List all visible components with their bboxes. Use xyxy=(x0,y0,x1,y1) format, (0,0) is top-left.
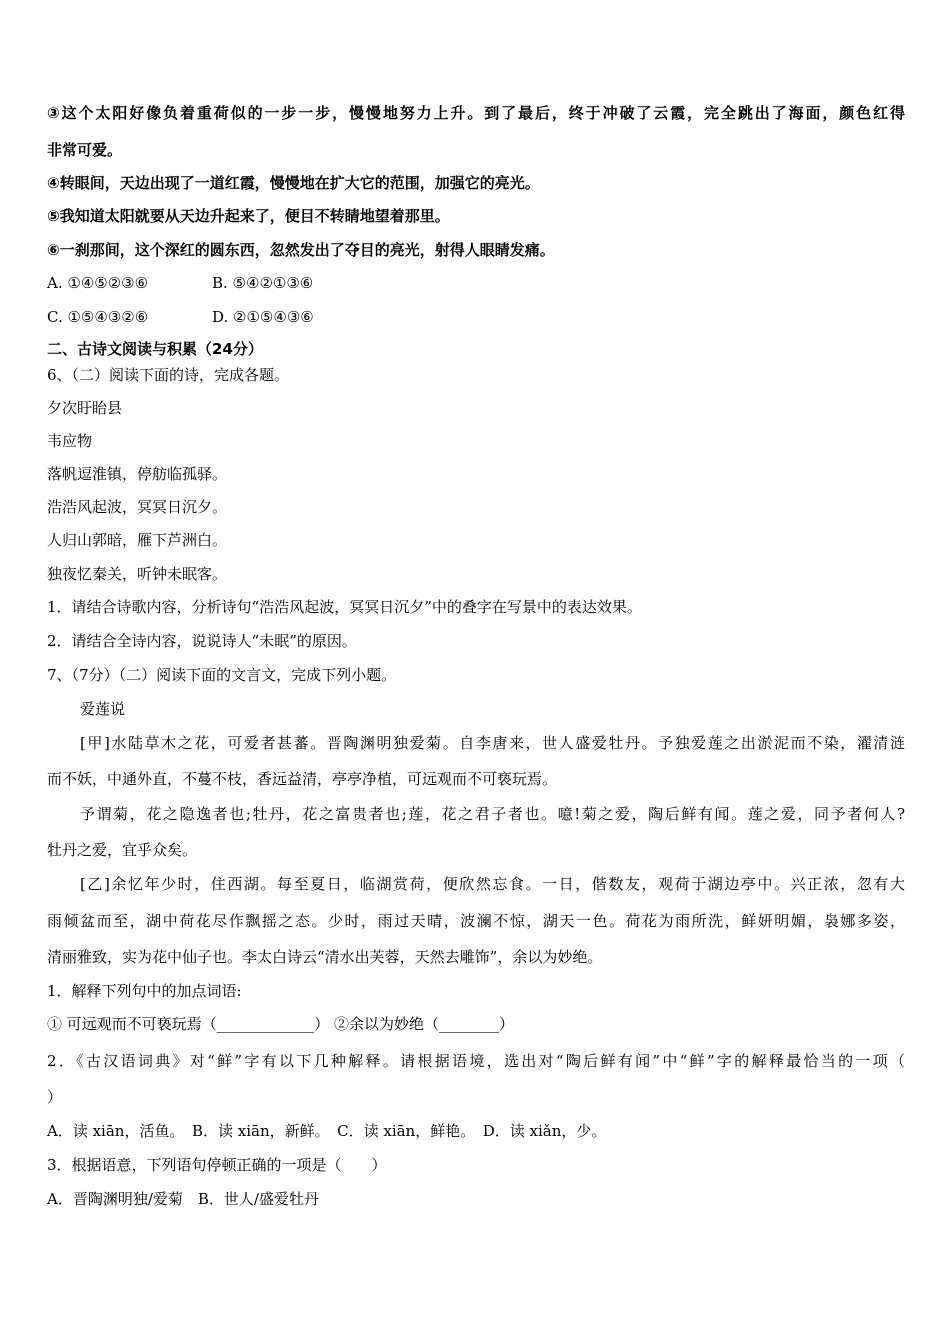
q6-question-1: 1．请结合诗歌内容，分析诗句“浩浩风起波，冥冥日沉夕”中的叠字在写景中的表达效果。 xyxy=(47,598,642,616)
q7-sub-1: 1．解释下列句中的加点词语: xyxy=(47,982,242,1000)
sentence-3-line-2: 非常可爱。 xyxy=(47,141,123,159)
option-a: A. ①④⑤②③⑥ xyxy=(47,274,149,292)
essay-title: 爱莲说 xyxy=(80,700,126,718)
passage-jia-line-2: 而不妖，中通外直，不蔓不枝，香远益清，亭亭净植，可远观而不可亵玩焉。 xyxy=(47,770,558,788)
passage-jia-line-1: [甲]水陆草木之花，可爱者甚蕃。晋陶渊明独爱菊。自李唐来，世人盛爱牡丹。予独爱莲之出淤泥而不染，濯清涟 xyxy=(80,734,905,752)
q7-sub-2-options: A．读 xiān，活鱼。 B．读 xiān，新鲜。 C．读 xiān，鲜艳。 D．读 xiǎn，少。 xyxy=(47,1122,607,1140)
q7-sub-2-line-1: 2．《古汉语词典》对“鲜”字有以下几种解释。请根据语境，选出对“陶后鲜有闻”中“鲜”字的解释最恰当的一项（ xyxy=(47,1052,905,1070)
q7-sub-1-items: ① 可远观而不可亵玩焉（_____________） ②余以为妙绝（________） xyxy=(47,1015,515,1033)
option-c: C. ①⑤④③②⑥ xyxy=(47,308,149,326)
q5-options-row-2 xyxy=(47,307,314,327)
poem-title: 夕次盱眙县 xyxy=(47,399,123,417)
option-b: B. ⑤④②①③⑥ xyxy=(212,274,314,292)
q7-sub-2-line-2: ） xyxy=(47,1088,63,1106)
poem-author: 韦应物 xyxy=(47,432,93,450)
poem-line: 人归山郭暗，雁下芦洲白。 xyxy=(47,531,228,549)
poem-line: 落帆逗淮镇，停舫临孤驿。 xyxy=(47,465,228,483)
sentence-5: ⑤我知道太阳就要从天边升起来了，便目不转睛地望着那里。 xyxy=(47,207,450,225)
poem-line: 浩浩风起波，冥冥日沉夕。 xyxy=(47,498,228,516)
sentence-4: ④转眼间，天边出现了一道红霞，慢慢地在扩大它的范围，加强它的亮光。 xyxy=(47,174,540,192)
sentence-6: ⑥一刹那间，这个深红的圆东西，忽然发出了夺目的亮光，射得人眼睛发痛。 xyxy=(47,241,555,259)
option-d: D. ②①⑤④③⑥ xyxy=(212,308,314,326)
q7-sub-3: 3．根据语意，下列语句停顿正确的一项是（ ） xyxy=(47,1156,387,1174)
passage-yi-line-2: 雨倾盆而至，湖中荷花尽作飘摇之态。少时，雨过天晴，波澜不惊，湖天一色。荷花为雨所洗，鲜妍明媚，袅娜多姿， xyxy=(47,912,905,930)
poem-line: 独夜忆秦关，听钟未眠客。 xyxy=(47,565,228,583)
section-heading: 二、古诗文阅读与积累（24分） xyxy=(47,340,263,358)
passage-jia-p2-line-1: 予谓菊，花之隐逸者也;牡丹，花之富贵者也;莲，花之君子者也。噫!菊之爱，陶后鲜有闻。莲之爱，同予者何人? xyxy=(80,805,905,823)
q6-question-2: 2．请结合全诗内容，说说诗人“未眠”的原因。 xyxy=(47,632,357,650)
passage-jia-p2-line-2: 牡丹之爱，宜乎众矣。 xyxy=(47,841,198,859)
q5-options-row-1 xyxy=(47,273,313,293)
q7-intro: 7、（7分）（二）阅读下面的文言文，完成下列小题。 xyxy=(47,666,397,684)
q7-sub-3-options: A．晋陶渊明独/爱菊 B．世人/盛爱牡丹 xyxy=(47,1190,319,1208)
q6-intro: 6、（二）阅读下面的诗，完成各题。 xyxy=(47,366,290,384)
sentence-3-line-1: ③这个太阳好像负着重荷似的一步一步，慢慢地努力上升。到了最后，终于冲破了云霞，完全跳出了海面，颜色红得 xyxy=(47,104,905,122)
passage-yi-line-1: [乙]余忆年少时，住西湖。每至夏日，临湖赏荷，便欣然忘食。一日，偕数友，观荷于湖边亭中。兴正浓，忽有大 xyxy=(80,875,905,893)
passage-yi-line-3: 清丽雅致，实为花中仙子也。李太白诗云“清水出芙蓉，天然去雕饰”，余以为妙绝。 xyxy=(47,948,603,966)
